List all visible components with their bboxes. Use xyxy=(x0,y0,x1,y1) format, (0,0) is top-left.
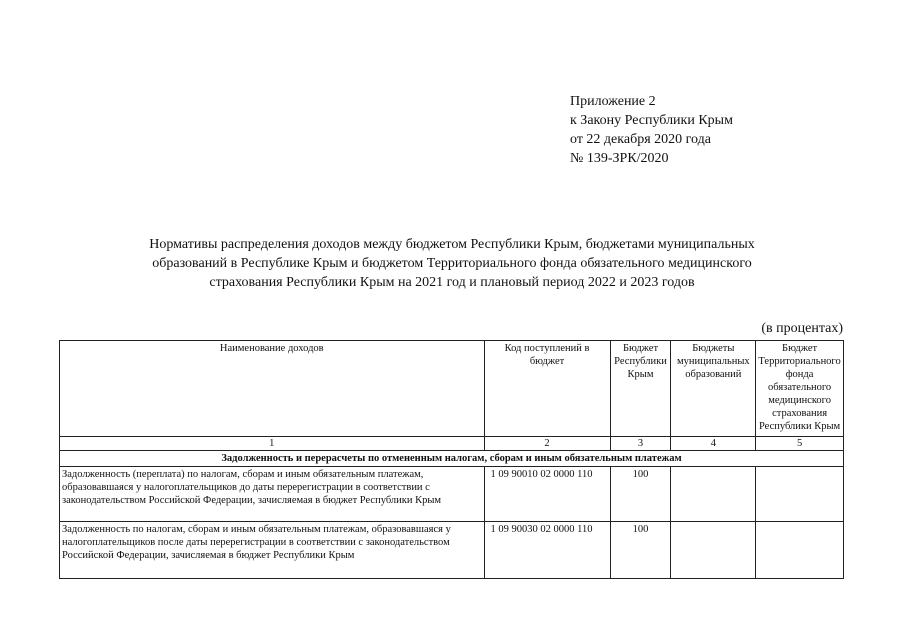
column-number: 5 xyxy=(756,437,844,451)
column-number-row xyxy=(60,437,844,451)
row-name: Задолженность по налогам, сборам и иным обязательным платежам, образовавшаяся у налогоплательщиков после даты перерегистрации в соответствии с законодательством Российской Федерации, зачисляемая в бюджет Республики Крым xyxy=(60,522,485,579)
title-line: образований в Республике Крым и бюджетом Территориального фонда обязательного медицинского xyxy=(152,256,752,271)
title-line: Нормативы распределения доходов между бюджетом Республики Крым, бюджетами муниципальных xyxy=(149,237,755,252)
row-municipal-value xyxy=(671,522,756,579)
header-municipal: Бюджеты муниципальных образований xyxy=(671,341,756,437)
header-name: Наименование доходов xyxy=(60,341,485,437)
row-tfoms-value xyxy=(756,467,844,522)
row-rk-value: 100 xyxy=(610,467,671,522)
row-code: 1 09 90010 02 0000 110 xyxy=(484,467,610,522)
section-row xyxy=(60,451,844,467)
annex-line: № 139-ЗРК/2020 xyxy=(570,151,669,166)
section-title: Задолженность и перерасчеты по отмененным налогам, сборам и иным обязательным платежам xyxy=(60,451,844,467)
row-rk-value: 100 xyxy=(610,522,671,579)
table-header-row xyxy=(60,341,844,437)
row-tfoms-value xyxy=(756,522,844,579)
header-code: Код поступлений в бюджет xyxy=(484,341,610,437)
header-rk-budget: Бюджет Республики Крым xyxy=(610,341,671,437)
annex-reference xyxy=(570,92,733,168)
row-code: 1 09 90030 02 0000 110 xyxy=(484,522,610,579)
column-number: 3 xyxy=(610,437,671,451)
table-row xyxy=(60,467,844,522)
annex-line: от 22 декабря 2020 года xyxy=(570,132,711,147)
column-number: 4 xyxy=(671,437,756,451)
header-tfoms: Бюджет Территориального фонда обязательного медицинского страхования Республики Крым xyxy=(756,341,844,437)
document-title xyxy=(40,235,864,292)
row-name: Задолженность (переплата) по налогам, сборам и иным обязательным платежам, образовавшаяся у налогоплательщиков до даты перерегистрации в соответствии с законодательством Российской Федерации, зачисляемая в бюджет Республики Крым xyxy=(60,467,485,522)
units-label: (в процентах) xyxy=(761,321,843,336)
column-number: 2 xyxy=(484,437,610,451)
row-municipal-value xyxy=(671,467,756,522)
title-line: страхования Республики Крым на 2021 год и плановый период 2022 и 2023 годов xyxy=(209,275,695,290)
revenue-distribution-table xyxy=(59,340,844,579)
annex-line: Приложение 2 xyxy=(570,94,656,109)
table-row xyxy=(60,522,844,579)
column-number: 1 xyxy=(60,437,485,451)
annex-line: к Закону Республики Крым xyxy=(570,113,733,128)
